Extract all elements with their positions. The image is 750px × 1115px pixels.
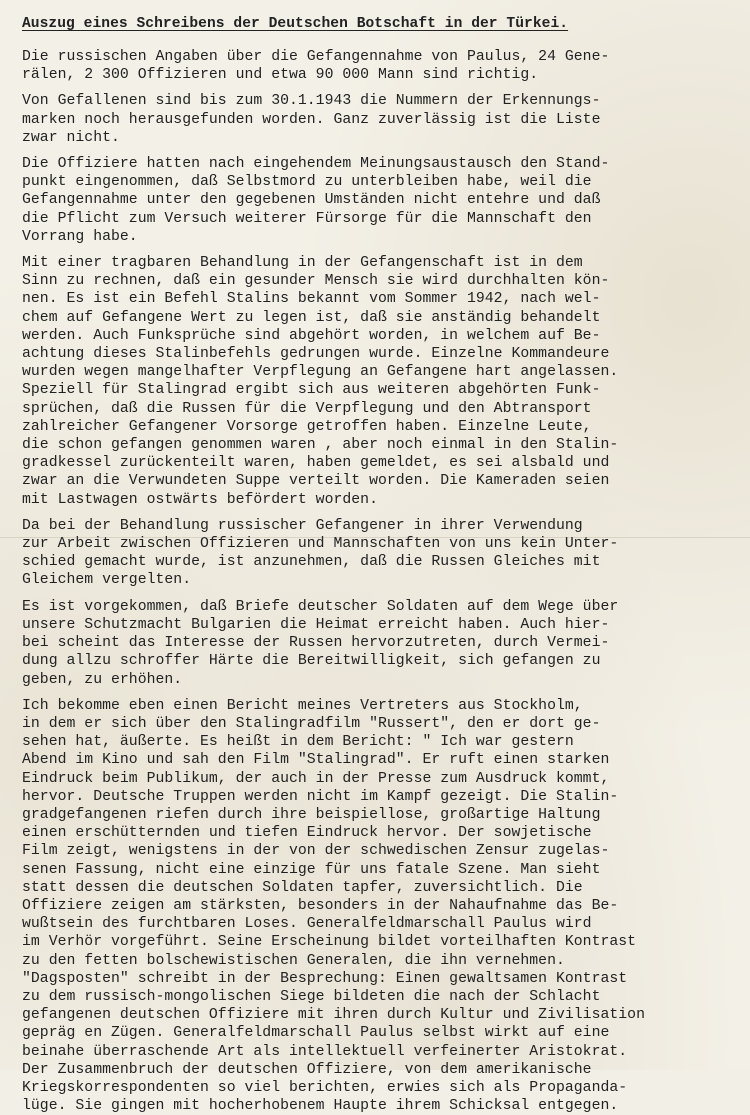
text-line: dung allzu schroffer Härte die Bereitwilligkeit, sich gefangen zu xyxy=(22,653,601,670)
document-body xyxy=(22,48,742,1115)
text-line: statt dessen die deutschen Soldaten tapfer, zuversichtlich. Die xyxy=(22,879,583,896)
text-line: schied gemacht wurde, ist anzunehmen, daß die Russen Gleiches mit xyxy=(22,554,601,571)
document-title: Auszug eines Schreibens der Deutschen Botschaft in der Türkei. xyxy=(22,16,569,32)
text-line: Sinn zu rechnen, daß ein gesunder Mensch sie wird durchhalten kön- xyxy=(22,273,610,290)
text-line: unsere Schutzmacht Bulgarien die Heimat erreicht haben. Auch hier- xyxy=(22,616,610,633)
paragraph xyxy=(22,254,742,509)
text-line: zwar an die Verwundeten Suppe verteilt worden. Die Kameraden seien xyxy=(22,473,610,490)
text-line: Film zeigt, wenigstens in der von der schwedischen Zensur zugelas- xyxy=(22,843,610,860)
text-line: Vorrang habe. xyxy=(22,228,138,245)
text-line: Gefangennahme unter den gegebenen Umständen nicht entehre und daß xyxy=(22,192,601,209)
paragraph xyxy=(22,155,742,246)
text-line: punkt eingenommen, daß Selbstmord zu unterbleiben habe, weil die xyxy=(22,174,592,191)
text-line: wurden wegen mangelhafter Verpflegung an Gefangene hart angelassen. xyxy=(22,364,619,381)
text-line: Von Gefallenen sind bis zum 30.1.1943 die Nummern der Erkennungs- xyxy=(22,93,601,110)
text-line: im Verhör vorgeführt. Seine Erscheinung bildet vorteilhaften Kontrast xyxy=(22,934,637,951)
text-line: beinahe überraschende Art als intellektuell verfeinerter Aristokrat. xyxy=(22,1043,628,1060)
text-line: lüge. Sie gingen mit hocherhobenem Haupte ihrem Schicksal entgegen. xyxy=(22,1098,619,1115)
text-line: Der Zusammenbruch der deutschen Offiziere, von dem amerikanische xyxy=(22,1061,592,1078)
text-line: "Dagsposten" schreibt in der Besprechung: Einen gewaltsamen Kontrast xyxy=(22,970,628,987)
text-line: gradkessel zurückenteilt waren, haben gemeldet, es sei alsbald und xyxy=(22,455,610,472)
text-line: Mit einer tragbaren Behandlung in der Gefangenschaft ist in dem xyxy=(22,255,583,272)
text-line: sprüchen, daß die Russen für die Verpflegung und den Abtransport xyxy=(22,400,592,417)
text-line: Gleichem vergelten. xyxy=(22,572,192,589)
text-line: Speziell für Stalingrad ergibt sich aus weiteren abgehörten Funk- xyxy=(22,382,601,399)
text-line: zur Arbeit zwischen Offizieren und Mannschaften von uns kein Unter- xyxy=(22,536,619,553)
text-line: marken noch herausgefunden worden. Ganz zuverlässig ist die Liste xyxy=(22,111,601,128)
text-line: Ich bekomme eben einen Bericht meines Vertreters aus Stockholm, xyxy=(22,697,583,714)
paragraph xyxy=(22,517,742,590)
text-line: mit Lastwagen ostwärts befördert worden. xyxy=(22,491,378,508)
text-line: einen erschütternden und tiefen Eindruck hervor. Der sowjetische xyxy=(22,825,592,842)
text-line: Abend im Kino und sah den Film "Stalingrad". Er ruft einen starken xyxy=(22,752,610,769)
text-line: Eindruck beim Publikum, der auch in der Presse zum Ausdruck kommt, xyxy=(22,770,610,787)
paragraph xyxy=(22,48,742,84)
text-line: werden. Auch Funksprüche sind abgehört worden, in welchem auf Be- xyxy=(22,327,601,344)
text-line: Die russischen Angaben über die Gefangennahme von Paulus, 24 Gene- xyxy=(22,49,610,65)
text-line: chem auf Gefangene Wert zu legen ist, daß sie anständig behandelt xyxy=(22,309,601,326)
text-line: bei scheint das Interesse der Russen hervorzutreten, durch Vermei- xyxy=(22,635,610,652)
text-line: Da bei der Behandlung russischer Gefangener in ihrer Verwendung xyxy=(22,517,583,534)
text-line: die schon gefangen genommen waren , aber noch einmal in den Stalin- xyxy=(22,437,619,454)
text-line: zu dem russisch-mongolischen Siege bildeten die nach der Schlacht xyxy=(22,988,601,1005)
text-line: achtung dieses Stalinbefehls gedrungen wurde. Einzelne Kommandeure xyxy=(22,346,610,363)
text-line: nen. Es ist ein Befehl Stalins bekannt vom Sommer 1942, nach wel- xyxy=(22,291,601,308)
text-line: Die Offiziere hatten nach eingehendem Meinungsaustausch den Stand- xyxy=(22,156,610,173)
text-line: Es ist vorgekommen, daß Briefe deutscher Soldaten auf dem Wege über xyxy=(22,598,619,615)
text-line: zahlreicher Gefangener Vorsorge getroffen haben. Einzelne Leute, xyxy=(22,418,592,435)
text-line: gradgefangenen riefen durch ihre beispiellose, großartige Haltung xyxy=(22,806,601,823)
text-line: rälen, 2 300 Offizieren und etwa 90 000 Mann sind richtig. xyxy=(22,67,539,84)
paragraph xyxy=(22,92,742,147)
paper-fold-line xyxy=(0,537,750,538)
text-line: hervor. Deutsche Truppen werden nicht im Kampf gezeigt. Die Stalin- xyxy=(22,788,619,805)
text-line: geben, zu erhöhen. xyxy=(22,671,183,688)
paragraph xyxy=(22,598,742,689)
text-line: in dem er sich über den Stalingradfilm "Russert", den er dort ge- xyxy=(22,715,601,732)
text-line: Kriegskorrespondenten so viel berichten, erwies sich als Propaganda- xyxy=(22,1079,628,1096)
text-line: die Pflicht zum Versuch weiterer Fürsorge für die Mannschaft den xyxy=(22,210,592,227)
text-line: zwar nicht. xyxy=(22,129,120,146)
text-line: wußtsein des furchtbaren Loses. Generalfeldmarschall Paulus wird xyxy=(22,916,592,933)
text-line: zu den fetten bolschewistischen Generalen, die ihn vernehmen. xyxy=(22,952,565,969)
text-line: gepräg en Zügen. Generalfeldmarschall Paulus selbst wirkt auf eine xyxy=(22,1025,610,1042)
text-line: gefangenen deutschen Offiziere mit ihren durch Kultur und Zivilisation xyxy=(22,1007,645,1024)
text-line: senen Fassung, nicht eine einzige für uns fatale Szene. Man sieht xyxy=(22,861,601,878)
text-line: sehen hat, äußerte. Es heißt in dem Bericht: " Ich war gestern xyxy=(22,734,574,751)
text-line: Offiziere zeigen am stärksten, besonders in der Nahaufnahme das Be- xyxy=(22,897,619,914)
paragraph xyxy=(22,697,742,1115)
